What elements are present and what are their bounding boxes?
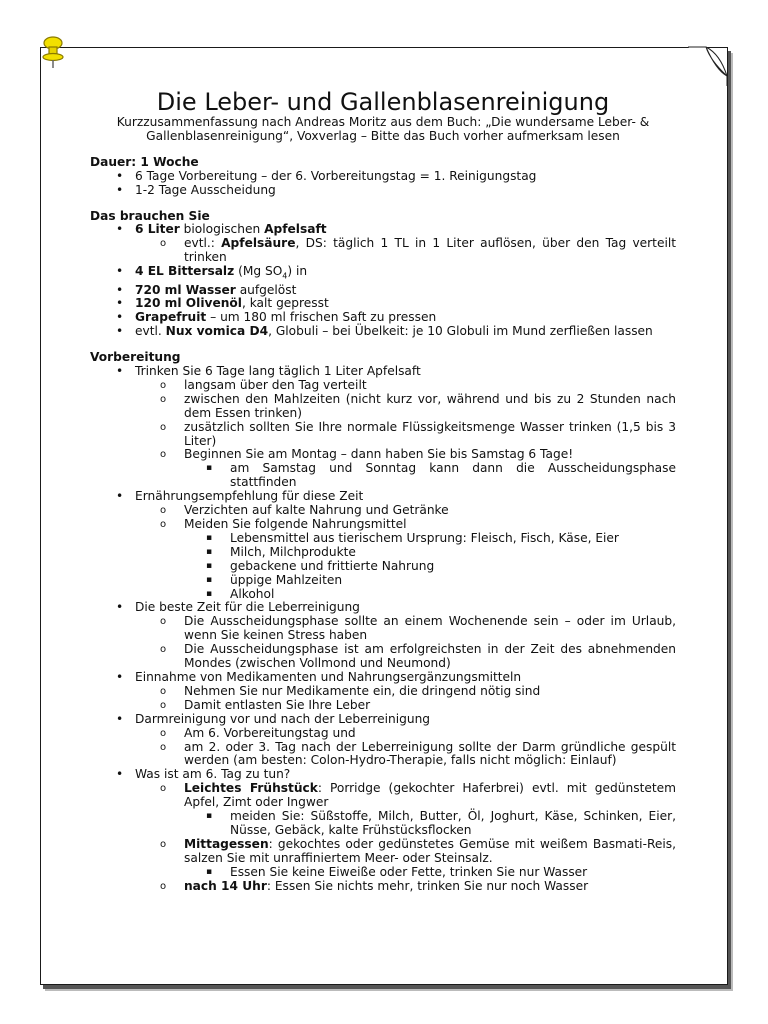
list-item: • 6 Tage Vorbereitung – der 6. Vorbereitungstag = 1. Reinigungstag <box>90 170 676 184</box>
list-item: o Verzichten auf kalte Nahrung und Getränke <box>90 504 676 518</box>
list-item: o Nehmen Sie nur Medikamente ein, die dringend nötig sind <box>90 685 676 699</box>
list-item: • Die beste Zeit für die Leberreinigung <box>90 601 676 615</box>
list-item: • Einnahme von Medikamenten und Nahrungsergänzungsmitteln <box>90 671 676 685</box>
list-item: o zusätzlich sollten Sie Ihre normale Flüssigkeitsmenge Wasser trinken (1,5 bis 3 Liter) <box>90 421 676 449</box>
list-item: • 720 ml Wasser aufgelöst <box>90 284 676 298</box>
list-item: o langsam über den Tag verteilt <box>90 379 676 393</box>
list-item: • 120 ml Olivenöl, kalt gepresst <box>90 297 676 311</box>
list-item: o Beginnen Sie am Montag – dann haben Sie bis Samstag 6 Tage! <box>90 448 676 462</box>
subtitle-line: Kurzzusammenfassung nach Andreas Moritz aus dem Buch: „Die wundersame Leber- & <box>116 115 650 129</box>
list-item: o Meiden Sie folgende Nahrungsmittel <box>90 518 676 532</box>
list-item: o Damit entlasten Sie Ihre Leber <box>90 699 676 713</box>
pushpin-icon <box>40 34 66 74</box>
list-item: o Die Ausscheidungsphase ist am erfolgreichsten in der Zeit des abnehmenden Mondes (zwischen Vollmond und Neumond) <box>90 643 676 671</box>
list-item: • Grapefruit – um 180 ml frischen Saft zu pressen <box>90 311 676 325</box>
list-item: • 6 Liter biologischen Apfelsaft <box>90 223 676 237</box>
section-heading-vorbereitung: Vorbereitung <box>90 350 181 365</box>
list-item: • Trinken Sie 6 Tage lang täglich 1 Liter Apfelsaft <box>90 365 676 379</box>
list-item: ▪ Milch, Milchprodukte <box>90 546 676 560</box>
document-title: Die Leber- und Gallenblasenreinigung <box>156 88 610 116</box>
list-item: ▪ am Samstag und Sonntag kann dann die Ausscheidungsphase stattfinden <box>90 462 676 490</box>
document-subtitle <box>90 116 676 144</box>
list-item: • Was ist am 6. Tag zu tun? <box>90 768 676 782</box>
list-item: o am 2. oder 3. Tag nach der Leberreinigung sollte der Darm gründliche gespült werden (am besten: Colon-Hydro-Therapie, falls nicht möglich: Einlauf) <box>90 741 676 769</box>
list-item: • Darmreinigung vor und nach der Leberreinigung <box>90 713 676 727</box>
list-item: o zwischen den Mahlzeiten (nicht kurz vor, während und bis zu 2 Stunden nach dem Essen trinken) <box>90 393 676 421</box>
list-item: ▪ üppige Mahlzeiten <box>90 574 676 588</box>
list-item: ▪ meiden Sie: Süßstoffe, Milch, Butter, Öl, Joghurt, Käse, Schinken, Eier, Nüsse, Gebäck, kalte Frühstücksflocken <box>90 810 676 838</box>
list-item: ▪ Essen Sie keine Eiweiße oder Fette, trinken Sie nur Wasser <box>90 866 676 880</box>
list-item: • evtl. Nux vomica D4, Globuli – bei Übelkeit: je 10 Globuli im Mund zerfließen lassen <box>90 325 676 339</box>
list-item: • 1-2 Tage Ausscheidung <box>90 184 676 198</box>
list-item: o Mittagessen: gekochtes oder gedünstetes Gemüse mit weißem Basmati-Reis, salzen Sie mit unraffiniertem Meer- oder Steinsalz. <box>90 838 676 866</box>
list-item: • Ernährungsempfehlung für diese Zeit <box>90 490 676 504</box>
list-item: o nach 14 Uhr: Essen Sie nichts mehr, trinken Sie nur noch Wasser <box>90 880 676 894</box>
subtitle-line: Gallenblasenreinigung“, Voxverlag – Bitte das Buch vorher aufmerksam lesen <box>146 128 620 143</box>
list-item: o evtl.: Apfelsäure, DS: täglich 1 TL in 1 Liter auflösen, über den Tag verteilt trinken <box>90 237 676 265</box>
page-curl-icon <box>686 44 730 88</box>
list-item: ▪ gebackene und frittierte Nahrung <box>90 560 676 574</box>
list-item: o Am 6. Vorbereitungstag und <box>90 727 676 741</box>
list-item: • 4 EL Bittersalz (Mg $SO_4$) in <box>90 265 676 283</box>
list-item: ▪ Alkohol <box>90 588 676 602</box>
section-heading-brauchen: Das brauchen Sie <box>90 208 210 223</box>
list-item: o Die Ausscheidungsphase sollte an einem Wochenende sein – oder im Urlaub, wenn Sie keinen Stress haben <box>90 615 676 643</box>
list-item: ▪ Lebensmittel aus tierischem Ursprung: Fleisch, Fisch, Käse, Eier <box>90 532 676 546</box>
section-heading-dauer: Dauer: 1 Woche <box>90 154 199 169</box>
document-content <box>90 88 676 893</box>
list-item: o Leichtes Frühstück: Porridge (gekochter Haferbrei) evtl. mit gedünstetem Apfel, Zimt oder Ingwer <box>90 782 676 810</box>
